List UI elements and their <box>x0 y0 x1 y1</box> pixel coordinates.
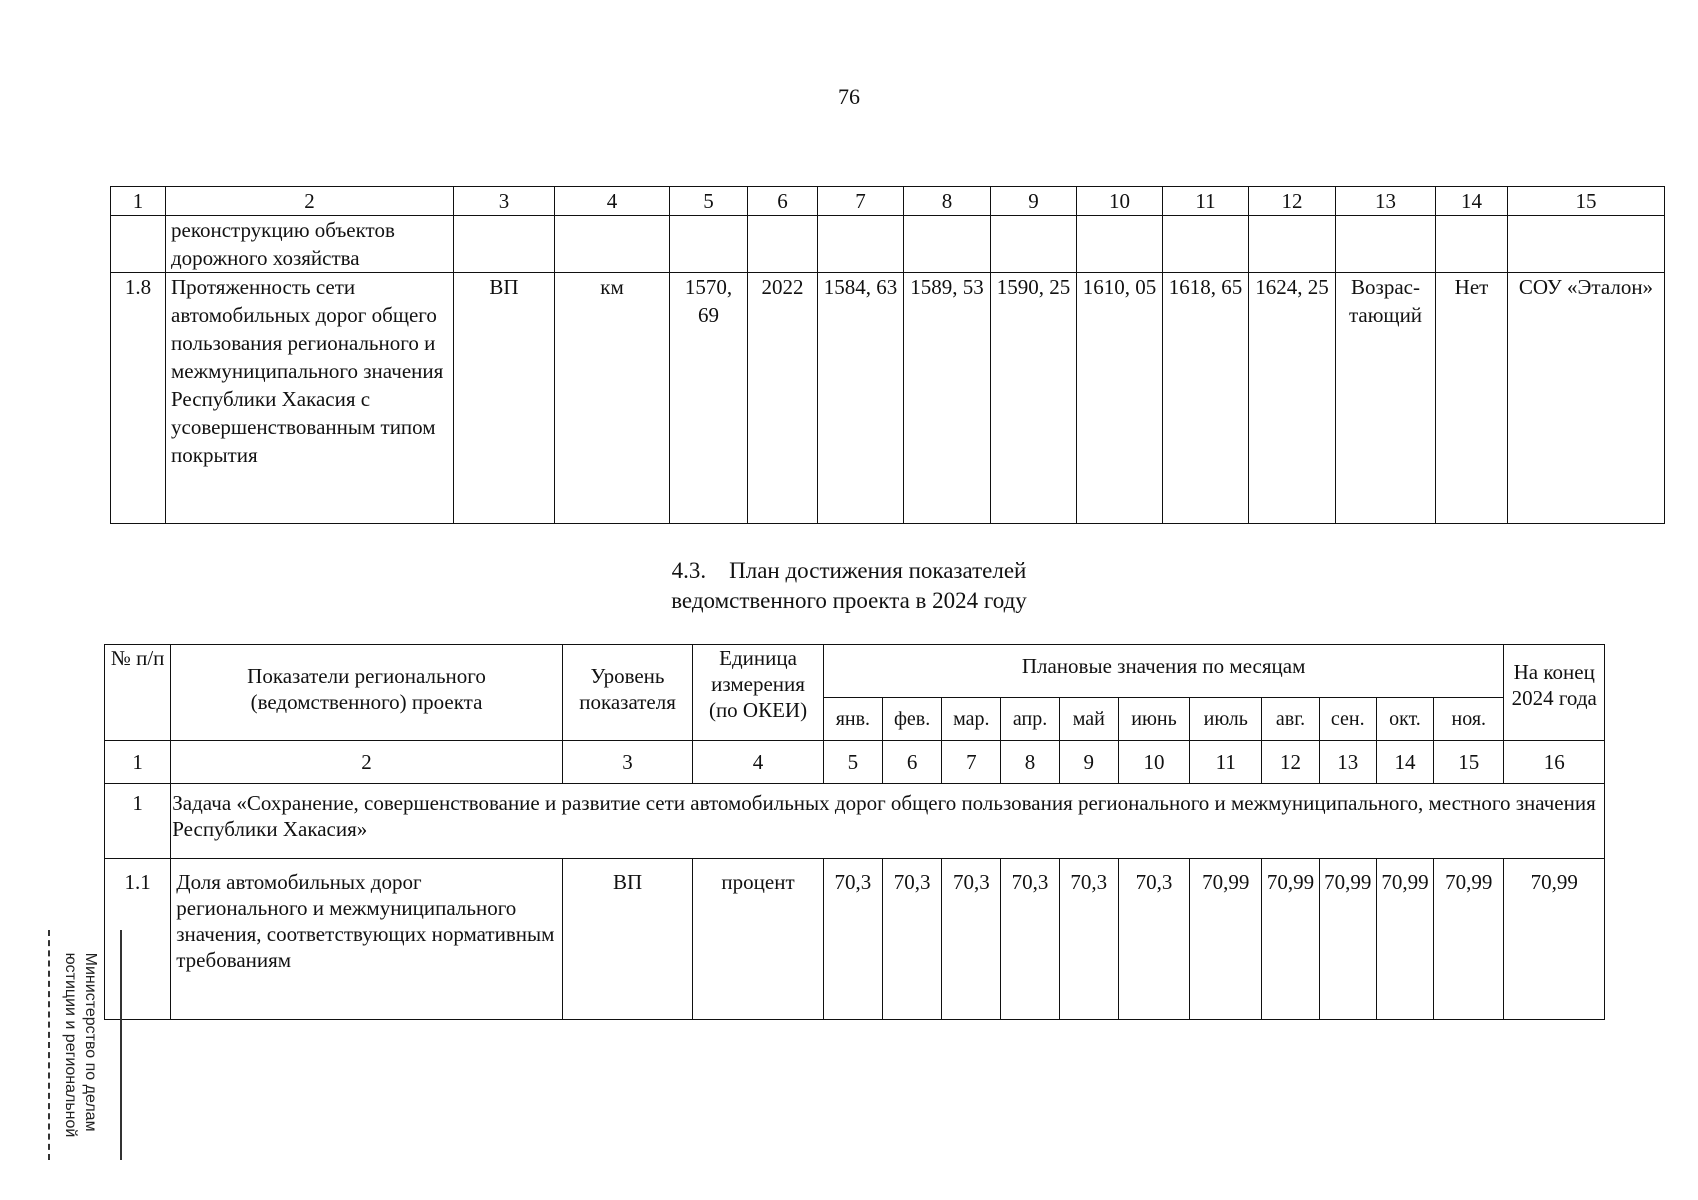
continuation-text: реконструкцию объектов дорожного хозяйства <box>166 216 454 273</box>
indicator-name: Доля автомобильных дорог регионального и межмуниципального значения, соответствующих нормативным требованиям <box>171 859 563 1020</box>
task-row <box>105 784 1605 859</box>
monthly-value: 70,99 <box>1190 859 1262 1020</box>
column-number: 15 <box>1508 187 1665 216</box>
table-row <box>111 273 1665 524</box>
column-number: 16 <box>1504 741 1605 784</box>
indicator-name: Протяженность сети автомобильных дорог общего пользования регионального и межмуниципального значения Республики Хакасия с усовершенствованным типом покрытия <box>166 273 454 524</box>
year-value: 1624, 25 <box>1249 273 1336 524</box>
header-unit: Единица измерения (по ОКЕИ) <box>693 645 824 741</box>
table-row <box>111 216 1665 273</box>
year-value: 1618, 65 <box>1163 273 1249 524</box>
month-header: мар. <box>942 698 1001 741</box>
column-number: 8 <box>904 187 991 216</box>
stamp-line: Министерство по делам <box>82 952 99 1132</box>
column-number: 11 <box>1190 741 1262 784</box>
task-text: Задача «Сохранение, совершенствование и развитие сети автомобильных дорог общего пользования регионального и межмуниципального, местного значения Республики Хакасия» <box>171 784 1605 859</box>
indicators-table-continuation <box>110 186 1665 524</box>
monthly-value: 70,3 <box>1059 859 1118 1020</box>
column-number: 12 <box>1262 741 1319 784</box>
section-title-line-2: ведомственного проекта в 2024 году <box>671 588 1027 613</box>
column-number: 3 <box>454 187 555 216</box>
trend-type: Возрас-тающий <box>1336 273 1436 524</box>
monthly-value: 70,3 <box>823 859 882 1020</box>
month-header: авг. <box>1262 698 1319 741</box>
column-number-row <box>111 187 1665 216</box>
column-number: 3 <box>562 741 693 784</box>
column-number: 9 <box>991 187 1077 216</box>
monthly-value: 70,99 <box>1376 859 1433 1020</box>
column-number: 7 <box>818 187 904 216</box>
column-number: 7 <box>942 741 1001 784</box>
row-number: 1.1 <box>105 859 171 1020</box>
month-header: ноя. <box>1434 698 1504 741</box>
column-number: 12 <box>1249 187 1336 216</box>
header-indicators: Показатели регионального (ведомственного) проекта <box>171 645 563 741</box>
monthly-value: 70,3 <box>883 859 942 1020</box>
month-header: май <box>1059 698 1118 741</box>
table-row <box>105 859 1605 1020</box>
monthly-value: 70,99 <box>1319 859 1376 1020</box>
column-number: 1 <box>105 741 171 784</box>
column-number: 4 <box>693 741 824 784</box>
section-title-line-1: 4.3. План достижения показателей <box>671 558 1027 583</box>
indicator-unit: процент <box>693 859 824 1020</box>
column-number: 1 <box>111 187 166 216</box>
column-number: 5 <box>823 741 882 784</box>
monthly-value: 70,3 <box>1001 859 1059 1020</box>
column-number: 5 <box>670 187 748 216</box>
base-year: 2022 <box>748 273 818 524</box>
page-number: 76 <box>838 84 860 109</box>
column-number: 9 <box>1059 741 1118 784</box>
column-number: 13 <box>1319 741 1376 784</box>
header-num: № п/п <box>105 645 171 741</box>
column-number: 4 <box>555 187 670 216</box>
column-number: 10 <box>1077 187 1163 216</box>
year-value: 1589, 53 <box>904 273 991 524</box>
monthly-value: 70,99 <box>1434 859 1504 1020</box>
month-header: апр. <box>1001 698 1059 741</box>
base-value: 1570, 69 <box>670 273 748 524</box>
column-number: 15 <box>1434 741 1504 784</box>
year-value: 1610, 05 <box>1077 273 1163 524</box>
row-number: 1.8 <box>111 273 166 524</box>
column-number: 14 <box>1376 741 1433 784</box>
indicator-unit: км <box>555 273 670 524</box>
column-number: 6 <box>883 741 942 784</box>
column-number: 8 <box>1001 741 1059 784</box>
header-planned: Плановые значения по месяцам <box>823 645 1504 698</box>
end-of-year-value: 70,99 <box>1504 859 1605 1020</box>
year-value: 1584, 63 <box>818 273 904 524</box>
column-number: 11 <box>1163 187 1249 216</box>
responsible-org: СОУ «Эталон» <box>1508 273 1665 524</box>
monthly-value: 70,3 <box>942 859 1001 1020</box>
month-header: окт. <box>1376 698 1433 741</box>
column-number: 14 <box>1436 187 1508 216</box>
column-number-row <box>105 741 1605 784</box>
task-number: 1 <box>105 784 171 859</box>
column-number: 2 <box>171 741 563 784</box>
month-header: янв. <box>823 698 882 741</box>
cumulative-flag: Нет <box>1436 273 1508 524</box>
monthly-value: 70,3 <box>1118 859 1189 1020</box>
month-header: фев. <box>883 698 942 741</box>
column-number: 10 <box>1118 741 1189 784</box>
monthly-value: 70,99 <box>1262 859 1319 1020</box>
monthly-plan-table <box>104 644 1605 1020</box>
stamp-text <box>60 953 100 1138</box>
header-level: Уровень показателя <box>562 645 693 741</box>
header-end-of-year: На конец 2024 года <box>1504 645 1605 741</box>
column-number: 2 <box>166 187 454 216</box>
year-value: 1590, 25 <box>991 273 1077 524</box>
month-header: июль <box>1190 698 1262 741</box>
indicator-level: ВП <box>562 859 693 1020</box>
header-row <box>105 645 1605 698</box>
month-header: сен. <box>1319 698 1376 741</box>
stamp-line: юстиции и региональной <box>62 952 79 1138</box>
indicator-level: ВП <box>454 273 555 524</box>
column-number: 6 <box>748 187 818 216</box>
month-header: июнь <box>1118 698 1189 741</box>
column-number: 13 <box>1336 187 1436 216</box>
